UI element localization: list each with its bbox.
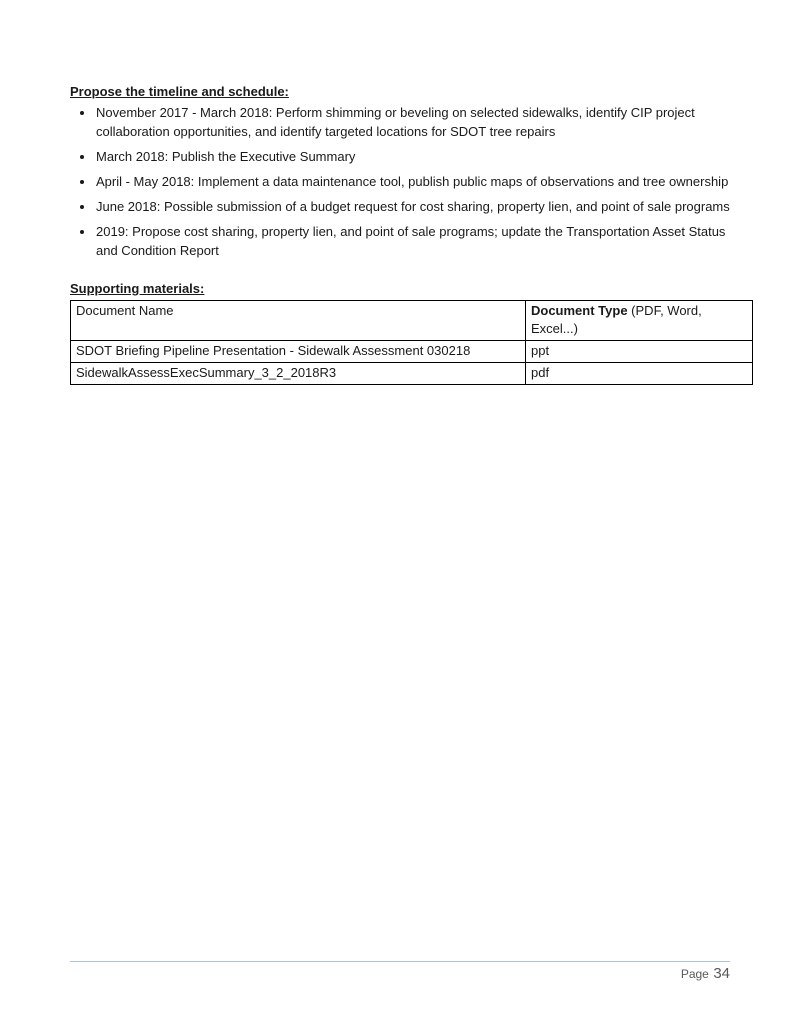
document-type-cell: ppt (526, 341, 753, 363)
timeline-bullet-item: • June 2018: Possible submission of a budget request for cost sharing, property lien, and point of sale programs (95, 197, 730, 216)
document-name-cell: SDOT Briefing Pipeline Presentation - Sidewalk Assessment 030218 (71, 341, 526, 363)
supporting-materials-section (70, 281, 730, 385)
supporting-materials-heading: Supporting materials: (70, 281, 205, 296)
table-row (71, 363, 753, 385)
timeline-bullet-item: • March 2018: Publish the Executive Summary (95, 147, 730, 166)
footer-page-label: Page (680, 967, 709, 981)
footer-page-number: 34 (713, 965, 730, 982)
document-name-cell: SidewalkAssessExecSummary_3_2_2018R3 (71, 363, 526, 385)
document-type-cell: pdf (526, 363, 753, 385)
column-header-document-type-note: (PDF, Word, Excel...) (531, 303, 702, 336)
column-header-document-type-bold: Document Type (531, 303, 628, 318)
timeline-section-heading: Propose the timeline and schedule: (70, 84, 289, 99)
document-content (0, 0, 800, 385)
timeline-bullet-item: • 2019: Propose cost sharing, property lien, and point of sale programs; update the Transportation Asset Status and Condition Report (95, 222, 730, 260)
timeline-bullet-item: • April - May 2018: Implement a data maintenance tool, publish public maps of observations and tree ownership (95, 172, 730, 191)
page-footer (70, 961, 730, 983)
table-row (71, 341, 753, 363)
timeline-bullet-list (70, 103, 730, 260)
timeline-bullet-item: • November 2017 - March 2018: Perform shimming or beveling on selected sidewalks, identify CIP project collaboration opportunities, and identify targeted locations for SDOT tree repairs (95, 103, 730, 141)
table-header-row (71, 301, 753, 341)
supporting-materials-table (70, 300, 753, 385)
column-header-document-type (526, 301, 753, 341)
column-header-document-name: Document Name (71, 301, 526, 341)
